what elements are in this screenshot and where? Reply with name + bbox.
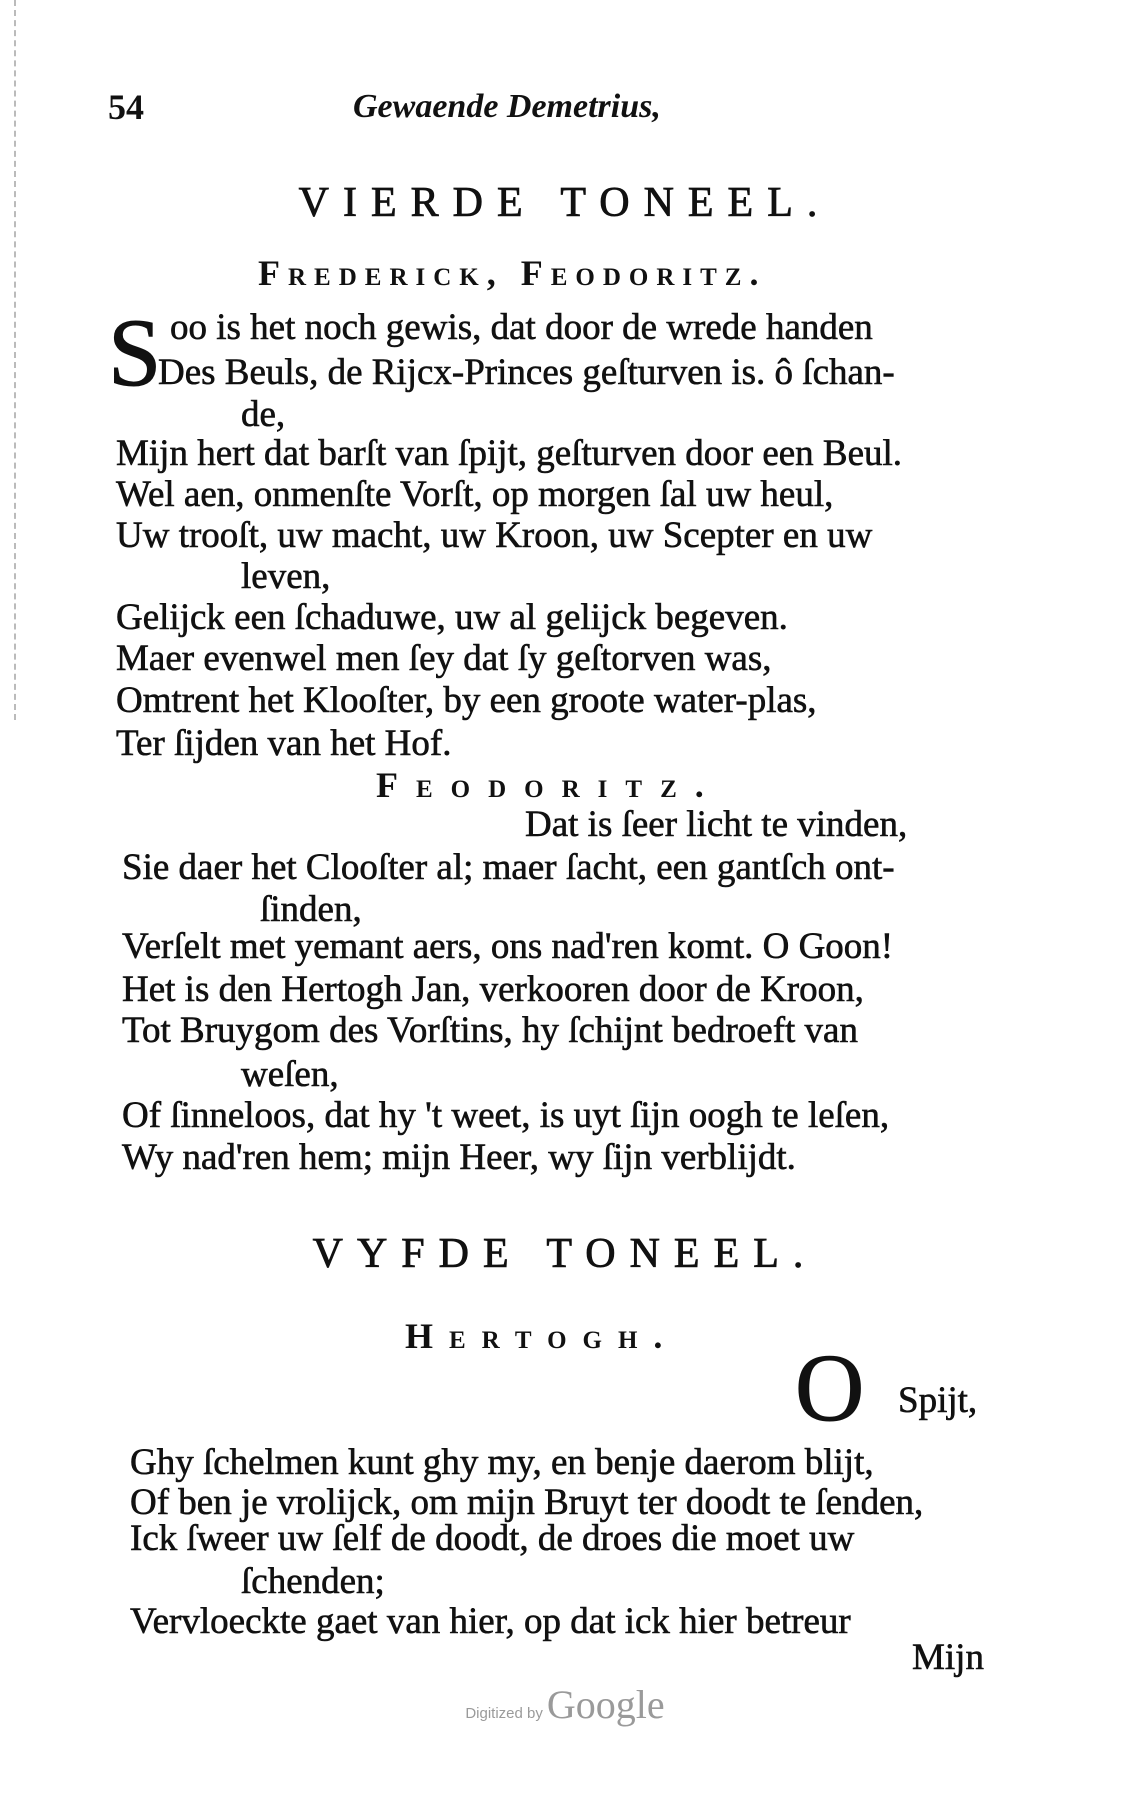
scene-heading-5: VYFDE TONEEL. bbox=[312, 1231, 818, 1277]
verse-line: Of ben je vrolijck, om mijn Bruyt ter doodt te ſenden, bbox=[130, 1482, 924, 1523]
verse-line: ſchenden; bbox=[241, 1561, 385, 1602]
verse-line: Spijt, bbox=[898, 1380, 978, 1421]
verse-line: Of ſinneloos, dat hy 't weet, is uyt ſijn oogh te leſen, bbox=[122, 1095, 890, 1136]
verse-line: Wel aen, onmenſte Vorſt, op morgen ſal uw heul, bbox=[116, 474, 834, 515]
verse-line: Ter ſijden van het Hof. bbox=[116, 723, 452, 764]
drop-cap: O bbox=[795, 1334, 865, 1441]
verse-line: Omtrent het Klooſter, by een groote water-plas, bbox=[116, 680, 817, 721]
verse-line: oo is het noch gewis, dat door de wrede handen bbox=[170, 307, 873, 348]
verse-line: Wy nad'ren hem; mijn Heer, wy ſijn verblijdt. bbox=[122, 1137, 796, 1178]
watermark-prefix: Digitized by bbox=[465, 1705, 543, 1722]
verse-line: weſen, bbox=[241, 1054, 339, 1095]
speaker-heading: Feodoritz. bbox=[376, 765, 722, 805]
verse-line: Sie daer het Clooſter al; maer ſacht, een gantſch ont- bbox=[122, 847, 895, 888]
drop-cap: S bbox=[108, 299, 162, 406]
verse-line: Uw trooſt, uw macht, uw Kroon, uw Scepter en uw bbox=[116, 515, 873, 556]
binding-edge bbox=[0, 0, 16, 720]
scene-heading-4: VIERDE TONEEL. bbox=[298, 180, 832, 226]
verse-line: Gelijck een ſchaduwe, uw al gelijck begeven. bbox=[116, 597, 788, 638]
verse-line: Het is den Hertogh Jan, verkooren door de Kroon, bbox=[122, 969, 864, 1010]
verse-line: Ghy ſchelmen kunt ghy my, en benje daerom blijt, bbox=[130, 1442, 874, 1483]
watermark-brand: Google bbox=[546, 1682, 665, 1727]
verse-line: Des Beuls, de Rijcx-Princes geſturven is. ô ſchan- bbox=[158, 352, 895, 393]
speaker-heading: Hertogh. bbox=[405, 1316, 679, 1356]
verse-line: leven, bbox=[241, 556, 331, 597]
verse-line: Maer evenwel men ſey dat ſy geſtorven was, bbox=[116, 638, 772, 679]
running-title: Gewaende Demetrius, bbox=[353, 88, 661, 125]
catchword: Mijn bbox=[912, 1637, 984, 1678]
verse-line: Tot Bruygom des Vorſtins, hy ſchijnt bedroeft van bbox=[122, 1010, 858, 1051]
verse-line: Ick ſweer uw ſelf de doodt, de droes die moet uw bbox=[130, 1518, 855, 1559]
verse-line: de, bbox=[241, 394, 286, 435]
speaker-heading: Frederick, Feodoritz. bbox=[258, 253, 767, 293]
verse-line: Mijn hert dat barſt van ſpijt, geſturven door een Beul. bbox=[116, 433, 903, 474]
google-watermark bbox=[0, 1680, 1130, 1739]
verse-line: Verſelt met yemant aers, ons nad'ren komt. O Goon! bbox=[122, 926, 894, 967]
page-number: 54 bbox=[108, 87, 144, 127]
verse-line: Dat is ſeer licht te vinden, bbox=[525, 804, 908, 845]
verse-line: Vervloeckte gaet van hier, op dat ick hier betreur bbox=[130, 1601, 851, 1642]
verse-line: ſinden, bbox=[260, 889, 362, 930]
